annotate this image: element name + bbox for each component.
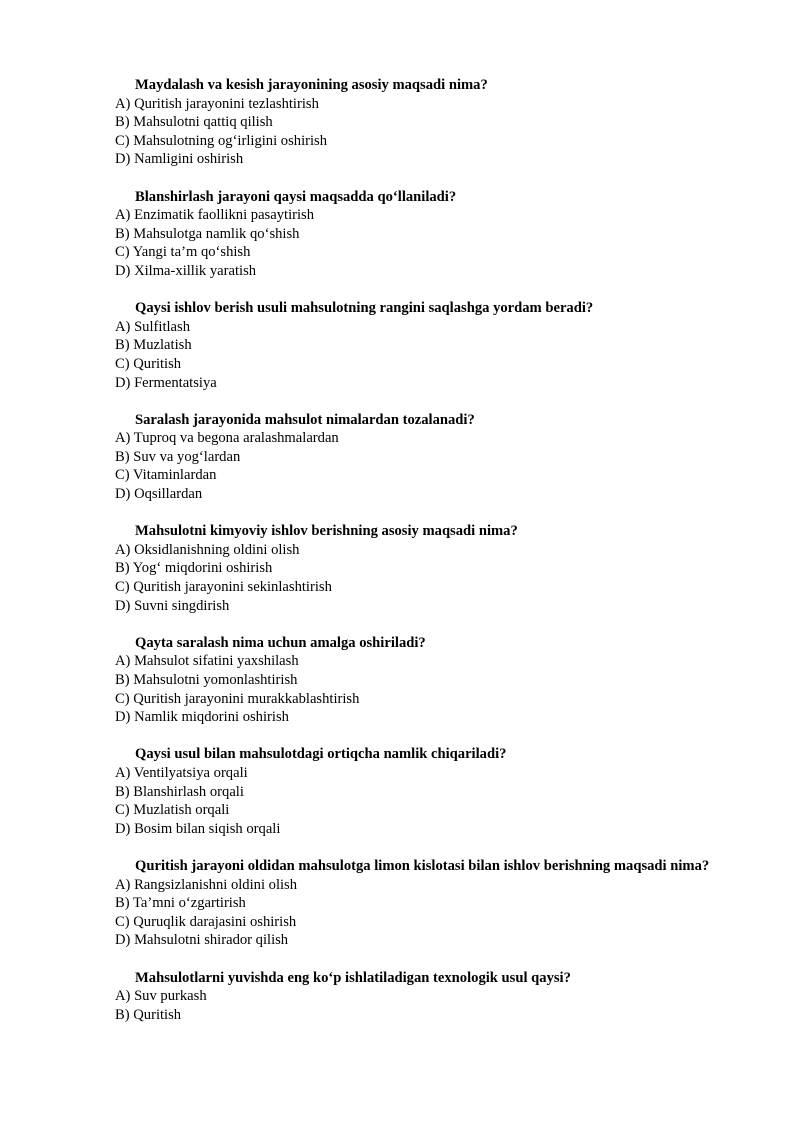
- option-text: Quritish jarayonini tezlashtirish: [134, 95, 319, 112]
- option-text: Oqsillardan: [134, 486, 203, 503]
- answer-option: [115, 318, 727, 337]
- option-text: Quritish jarayonini murakkablashtirish: [133, 690, 360, 707]
- answer-option: [115, 671, 727, 690]
- answer-option: [115, 820, 727, 839]
- option-text: Tuproq va begona aralashmalardan: [133, 430, 339, 447]
- option-letter: B): [115, 895, 130, 912]
- option-text: Rangsizlanishni oldini olish: [134, 876, 298, 893]
- option-text: Suv purkash: [134, 988, 207, 1005]
- option-letter: D): [115, 932, 131, 949]
- question-block: [115, 76, 727, 169]
- question-block: [115, 411, 727, 504]
- option-text: Quritish: [133, 355, 182, 372]
- option-letter: C): [115, 467, 130, 484]
- answer-option: [115, 466, 727, 485]
- answer-option: [115, 708, 727, 727]
- answer-option: [115, 783, 727, 802]
- answer-option: [115, 652, 727, 671]
- option-text: Suvni singdirish: [134, 597, 230, 614]
- option-text: Quritish: [133, 1006, 182, 1023]
- option-letter: B): [115, 560, 130, 577]
- answer-option: [115, 801, 727, 820]
- answer-option: [115, 894, 727, 913]
- answer-option: [115, 206, 727, 225]
- option-letter: C): [115, 690, 130, 707]
- option-letter: C): [115, 132, 130, 149]
- option-text: Yog‘ miqdorini oshirish: [132, 560, 273, 577]
- answer-option: [115, 690, 727, 709]
- option-letter: A): [115, 876, 131, 893]
- option-text: Muzlatish orqali: [133, 802, 230, 819]
- option-letter: A): [115, 430, 131, 447]
- option-text: Mahsulotni shirador qilish: [134, 932, 289, 949]
- question-title: Mahsulotni kimyoviy ishlov berishning asosiy maqsadi nima?: [135, 523, 518, 540]
- question-block: [115, 745, 727, 838]
- answer-option: [115, 374, 727, 393]
- option-letter: C): [115, 579, 130, 596]
- option-text: Ventilyatsiya orqali: [133, 764, 248, 781]
- option-text: Xilma-xillik yaratish: [134, 262, 257, 279]
- question-title: Qaysi ishlov berish usuli mahsulotning rangini saqlashga yordam beradi?: [135, 300, 594, 317]
- question-title: Qaysi usul bilan mahsulotdagi ortiqcha namlik chiqariladi?: [135, 746, 507, 763]
- answer-option: [115, 243, 727, 262]
- option-letter: D): [115, 374, 131, 391]
- option-text: Mahsulotni qattiq qilish: [133, 114, 273, 131]
- answer-option: [115, 132, 727, 151]
- answer-option: [115, 913, 727, 932]
- answer-option: [115, 448, 727, 467]
- option-text: Sulfitlash: [134, 318, 191, 335]
- question-block: [115, 634, 727, 727]
- answer-option: [115, 225, 727, 244]
- option-text: Vitaminlardan: [132, 467, 217, 484]
- option-text: Mahsulotning og‘irligini oshirish: [133, 132, 328, 149]
- option-letter: C): [115, 355, 130, 372]
- option-letter: D): [115, 597, 131, 614]
- option-letter: D): [115, 262, 131, 279]
- option-letter: C): [115, 802, 130, 819]
- question-title: Saralash jarayonida mahsulot nimalardan tozalanadi?: [135, 411, 475, 428]
- option-letter: A): [115, 207, 131, 224]
- option-text: Bosim bilan siqish orqali: [134, 820, 281, 837]
- question-title: Qayta saralash nima uchun amalga oshiriladi?: [135, 634, 426, 651]
- option-letter: C): [115, 244, 130, 261]
- option-letter: D): [115, 151, 131, 168]
- option-letter: D): [115, 486, 131, 503]
- option-letter: B): [115, 1006, 130, 1023]
- option-text: Ta’mni o‘zgartirish: [132, 895, 246, 912]
- answer-option: [115, 578, 727, 597]
- option-letter: B): [115, 783, 130, 800]
- question-title: Blanshirlash jarayoni qaysi maqsadda qo‘llaniladi?: [135, 188, 457, 205]
- option-letter: C): [115, 913, 130, 930]
- option-letter: A): [115, 764, 131, 781]
- question-block: [115, 188, 727, 281]
- answer-option: [115, 262, 727, 281]
- answer-option: [115, 429, 727, 448]
- question-block: [115, 969, 727, 1025]
- question-title: Mahsulotlarni yuvishda eng ko‘p ishlatiladigan texnologik usul qaysi?: [135, 969, 571, 986]
- answer-option: [115, 150, 727, 169]
- option-text: Mahsulotni yomonlashtirish: [133, 672, 298, 688]
- option-text: Mahsulot sifatini yaxshilash: [134, 653, 299, 670]
- question-block: [115, 299, 727, 392]
- option-letter: B): [115, 672, 130, 688]
- answer-option: [115, 597, 727, 616]
- question-title: Quritish jarayoni oldidan mahsulotga limon kislotasi bilan ishlov berishning maqsadi nima?: [135, 857, 710, 874]
- answer-option: [115, 876, 727, 895]
- option-letter: B): [115, 114, 130, 131]
- option-text: Quritish jarayonini sekinlashtirish: [133, 579, 332, 596]
- option-letter: A): [115, 988, 131, 1005]
- option-letter: B): [115, 225, 130, 242]
- answer-option: [115, 1006, 727, 1025]
- option-letter: D): [115, 709, 131, 726]
- option-text: Mahsulotga namlik qo‘shish: [133, 225, 300, 242]
- option-text: Quruqlik darajasini oshirish: [133, 913, 297, 930]
- answer-option: [115, 485, 727, 504]
- question-block: [115, 857, 727, 950]
- option-text: Suv va yog‘lardan: [133, 448, 241, 465]
- document-page: [115, 76, 727, 1043]
- answer-option: [115, 559, 727, 578]
- option-text: Enzimatik faollikni pasaytirish: [134, 207, 315, 224]
- option-text: Namligini oshirish: [134, 151, 244, 168]
- answer-option: [115, 355, 727, 374]
- answer-option: [115, 764, 727, 783]
- option-letter: B): [115, 448, 130, 465]
- option-letter: D): [115, 820, 131, 837]
- option-text: Oksidlanishning oldini olish: [134, 541, 300, 558]
- answer-option: [115, 541, 727, 560]
- option-text: Yangi ta’m qo‘shish: [132, 244, 251, 261]
- question-block: [115, 522, 727, 615]
- option-letter: B): [115, 337, 130, 354]
- answer-option: [115, 95, 727, 114]
- option-letter: A): [115, 541, 131, 558]
- option-text: Fermentatsiya: [134, 374, 217, 391]
- answer-option: [115, 931, 727, 950]
- option-letter: A): [115, 653, 131, 670]
- option-text: Muzlatish: [133, 337, 192, 354]
- option-letter: A): [115, 95, 131, 112]
- answer-option: [115, 987, 727, 1006]
- answer-option: [115, 113, 727, 132]
- option-text: Namlik miqdorini oshirish: [134, 709, 289, 726]
- answer-option: [115, 336, 727, 355]
- option-letter: A): [115, 318, 131, 335]
- question-title: Maydalash va kesish jarayonining asosiy maqsadi nima?: [135, 77, 488, 93]
- option-text: Blanshirlash orqali: [133, 783, 244, 800]
